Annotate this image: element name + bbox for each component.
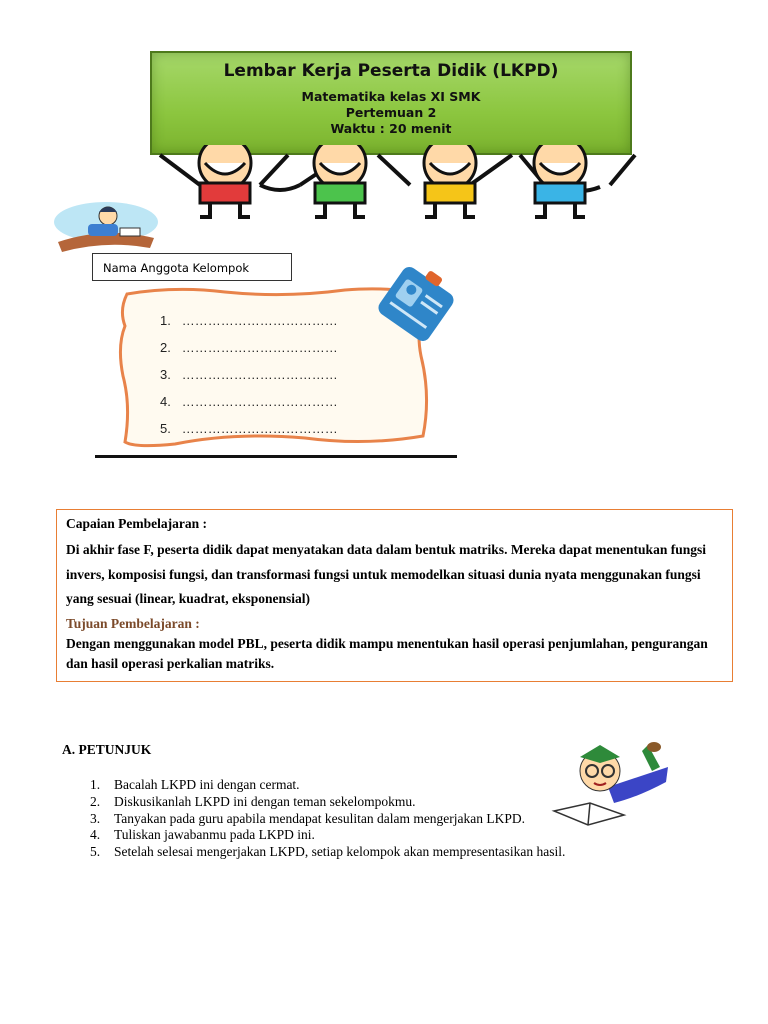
header-banner	[140, 45, 640, 220]
title-banner	[150, 51, 632, 155]
petunjuk-heading: A. PETUNJUK	[62, 742, 152, 757]
list-item: 5. Setelah selesai mengerjakan LKPD, setiap kelompok akan mempresentasikan hasil.	[90, 844, 566, 860]
section-divider	[95, 455, 457, 458]
kids-holding-banner-illustration	[140, 145, 640, 225]
member-line-1: 1. ………………………………	[160, 313, 338, 328]
group-members-label: Nama Anggota Kelompok	[92, 253, 292, 281]
member-line-2: 2. ………………………………	[160, 340, 338, 355]
member-line-3: 3. ………………………………	[160, 367, 338, 382]
list-item: 4. Tuliskan jawabanmu pada LKPD ini.	[90, 827, 315, 843]
subject-subtitle: Matematika kelas XI SMK	[301, 89, 481, 104]
tujuan-title: Tujuan Pembelajaran :	[66, 615, 200, 631]
instruction-list	[90, 777, 565, 861]
tujuan-text: Dengan menggunakan model PBL, peserta didik mampu menentukan hasil operasi penjumlahan, pengurangan dan hasil operasi perkalian matriks.	[66, 635, 708, 671]
boy-reading-illustration	[548, 737, 672, 833]
capaian-title: Capaian Pembelajaran :	[66, 516, 207, 531]
time-label: Waktu : 20 menit	[330, 121, 452, 136]
id-badge-icon	[372, 262, 460, 346]
document-title: Lembar Kerja Peserta Didik (LKPD)	[223, 61, 559, 81]
learning-outcomes-box	[56, 509, 733, 682]
list-item: 1. Bacalah LKPD ini dengan cermat.	[90, 777, 300, 792]
capaian-text: Di akhir fase F, peserta didik dapat menyatakan data dalam bentuk matriks. Mereka dapat menentukan fungsi invers, komposisi fungsi, dan transformasi fungsi untuk memodelkan situasi dunia nyata menggunakan fungsi yang sesuai (linear, kuadrat, eksponensial)	[66, 542, 706, 606]
meeting-label: Pertemuan 2	[345, 105, 437, 120]
list-item: 2. Diskusikanlah LKPD ini dengan teman sekelompokmu.	[90, 793, 416, 809]
student-writing-illustration	[50, 196, 162, 254]
member-line-5: 5. ………………………………	[160, 421, 338, 436]
list-item: 3. Tanyakan pada guru apabila mendapat kesulitan dalam mengerjakan LKPD.	[90, 810, 526, 826]
member-line-4: 4. ………………………………	[160, 394, 338, 409]
